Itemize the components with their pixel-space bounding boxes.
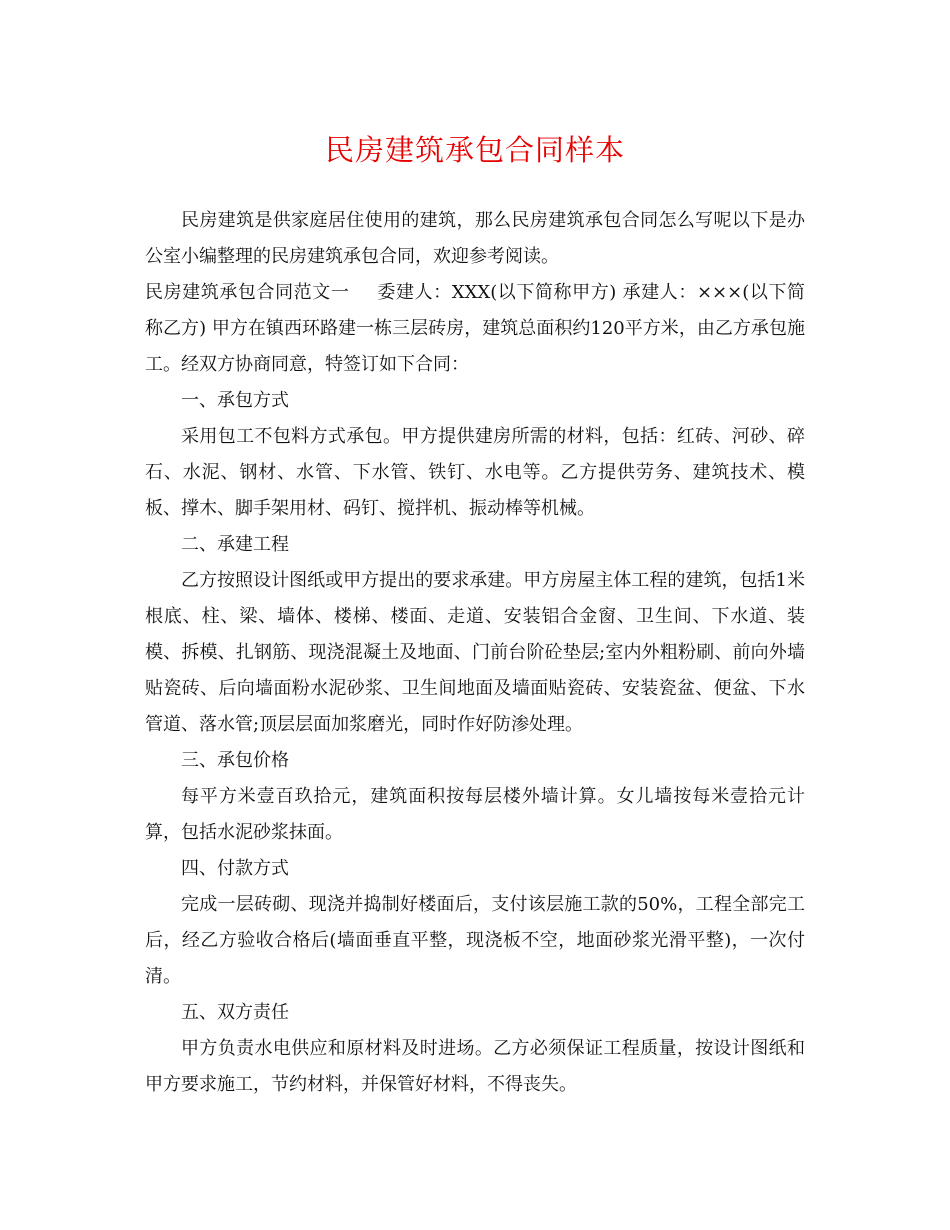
section-text: 甲方负责水电供应和原材料及时进场。乙方必须保证工程质量，按设计图纸和甲方要求施工，节约材料，并保管好材料，不得丧失。 xyxy=(145,1038,805,1095)
section-text: 乙方按照设计图纸或甲方提出的要求承建。甲方房屋主体工程的建筑，包括1米根底、柱、梁、墙体、楼梯、楼面、走道、安装铝合金窗、卫生间、下水道、装模、拆模、扎钢筋、现浇混凝土及地面、门前台阶砼垫层;室内外粗粉刷、前向外墙贴瓷砖、后向墙面粉水泥砂浆、卫生间地面及墙面贴瓷砖、安装瓷盆、便盆、下水管道、落水管;顶层层面加浆磨光，同时作好防渗处理。 xyxy=(145,570,805,735)
sample-label: 民房建筑承包合同范文一 xyxy=(145,282,350,303)
sample-body: 委建人：XXX(以下简称甲方) 承建人：×××(以下简称乙方) 甲方在镇西环路建一栋三层砖房，建筑总面积约120平方米，由乙方承包施工。经双方协商同意，特签订如下合同： xyxy=(145,282,805,375)
section-heading: 二、承建工程 xyxy=(181,534,289,555)
section-heading: 三、承包价格 xyxy=(181,750,289,771)
section-heading: 四、付款方式 xyxy=(181,858,289,879)
intro-paragraph: 民房建筑是供家庭居住使用的建筑，那么民房建筑承包合同怎么写呢以下是办公室小编整理的民房建筑承包合同，欢迎参考阅读。 xyxy=(145,210,805,267)
section-heading: 五、双方责任 xyxy=(181,1002,289,1023)
section-text: 完成一层砖砌、现浇并捣制好楼面后，支付该层施工款的50%，工程全部完工后，经乙方验收合格后(墙面垂直平整，现浇板不空，地面砂浆光滑平整)，一次付清。 xyxy=(145,894,805,987)
section-text: 采用包工不包料方式承包。甲方提供建房所需的材料，包括：红砖、河砂、碎石、水泥、钢材、水管、下水管、铁钉、水电等。乙方提供劳务、建筑技术、模板、撑木、脚手架用材、码钉、搅拌机、振动棒等机械。 xyxy=(145,426,805,519)
document-body xyxy=(145,203,805,1103)
section-heading: 一、承包方式 xyxy=(181,390,289,411)
sample-paragraph xyxy=(145,275,805,383)
document-title: 民房建筑承包合同样本 xyxy=(324,133,625,167)
section-text: 每平方米壹百玖拾元，建筑面积按每层楼外墙计算。女儿墙按每米壹拾元计算，包括水泥砂浆抹面。 xyxy=(145,786,805,843)
